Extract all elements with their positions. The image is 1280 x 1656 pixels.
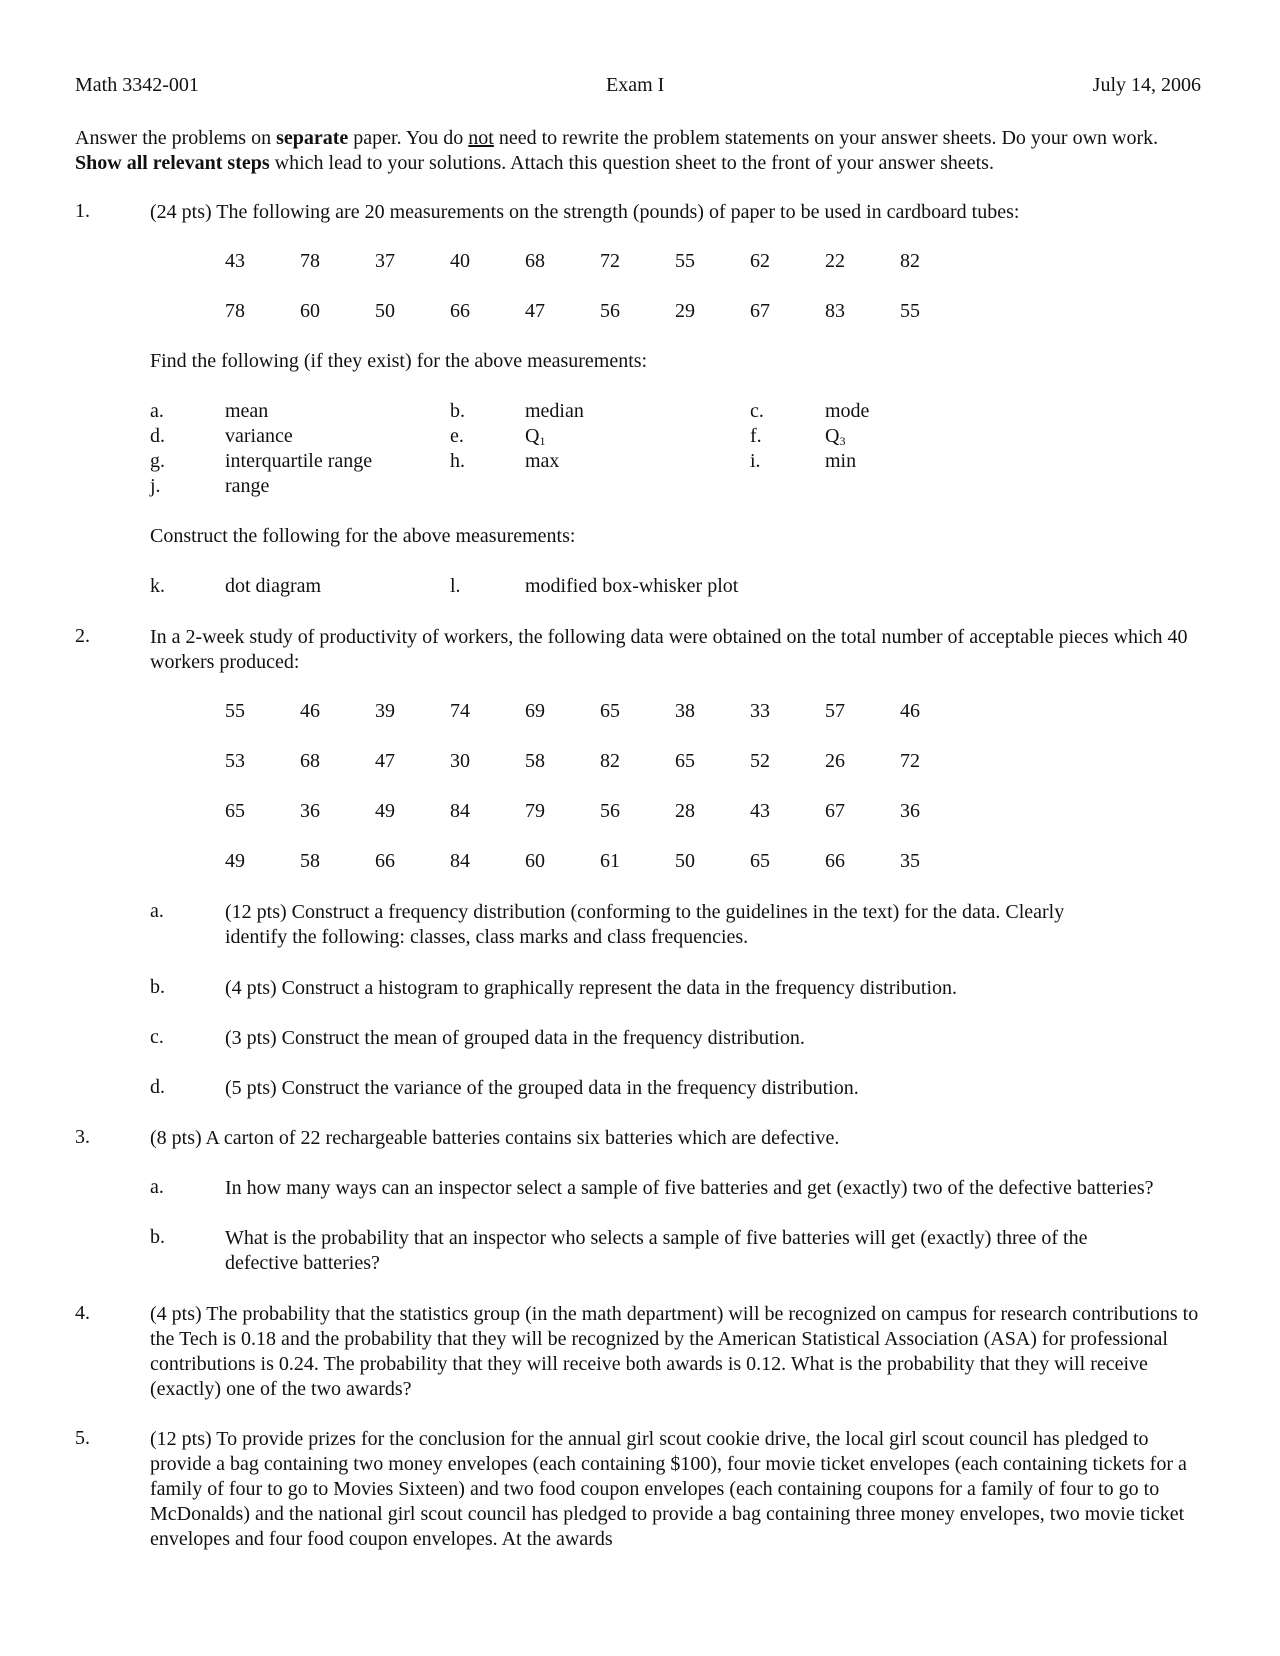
- data-cell: 46: [300, 700, 320, 722]
- exam-date: July 14, 2006: [1092, 74, 1201, 96]
- data-cell: 55: [675, 250, 695, 272]
- item-label: mean: [225, 400, 269, 422]
- course-number: Math 3342-001: [75, 74, 199, 96]
- item-label: $Q_1$: [525, 425, 546, 448]
- item-letter: j.: [150, 475, 161, 497]
- data-cell: 67: [825, 800, 845, 822]
- data-cell: 39: [375, 700, 395, 722]
- item-label: mode: [825, 400, 870, 422]
- data-cell: 49: [375, 800, 395, 822]
- q2-part-letter: c.: [150, 1026, 164, 1048]
- data-cell: 43: [750, 800, 770, 822]
- q2-part-text: (5 pts) Construct the variance of the grouped data in the frequency distribution.: [225, 1077, 859, 1099]
- q1-construct-text: Construct the following for the above measurements:: [150, 525, 576, 547]
- q2-part-letter: a.: [150, 900, 164, 922]
- data-cell: 78: [225, 300, 245, 322]
- data-cell: 46: [900, 700, 920, 722]
- data-cell: 43: [225, 250, 245, 272]
- data-cell: 67: [750, 300, 770, 322]
- q2-part-letter: b.: [150, 976, 165, 998]
- q2-part-letter: d.: [150, 1076, 165, 1098]
- q1-l-letter: l.: [450, 575, 461, 597]
- q3-part-b-letter: b.: [150, 1226, 165, 1248]
- item-letter: a.: [150, 400, 164, 422]
- data-cell: 47: [375, 750, 395, 772]
- q2-text: In a 2-week study of productivity of workers, the following data were obtained on the total number of acceptable pieces which 40 workers produced:: [150, 626, 1188, 673]
- item-letter: i.: [750, 450, 761, 472]
- instructions: Answer the problems on separate paper. You do not need to rewrite the problem statements on your answer sheets. Do your own work. Show all relevant steps which lead to your solutions. Attach this question sheet to the front of your answer sheets.: [75, 127, 1159, 174]
- exam-title: Exam I: [606, 74, 665, 96]
- data-cell: 26: [825, 750, 845, 772]
- data-cell: 79: [525, 800, 545, 822]
- data-cell: 38: [675, 700, 695, 722]
- item-label: min: [825, 450, 857, 472]
- data-cell: 82: [600, 750, 620, 772]
- q2-number: 2.: [75, 625, 90, 647]
- data-cell: 36: [900, 800, 920, 822]
- data-cell: 47: [525, 300, 545, 322]
- q2-part-text: (4 pts) Construct a histogram to graphically represent the data in the frequency distribution.: [225, 977, 958, 999]
- data-cell: 50: [375, 300, 395, 322]
- data-cell: 58: [525, 750, 545, 772]
- data-cell: 49: [225, 850, 245, 872]
- data-cell: 62: [750, 250, 770, 272]
- q4-text: (4 pts) The probability that the statistics group (in the math department) will be recognized on campus for research contributions to the Tech is 0.18 and the probability that they will be recognized by the American Statistical Association (ASA) for professional contributions is 0.24. The probability that they will receive both awards is 0.12. What is the probability that they will receive (exactly) one of the two awards?: [150, 1303, 1199, 1400]
- data-cell: 72: [900, 750, 920, 772]
- q1-k-letter: k.: [150, 575, 165, 597]
- data-cell: 68: [525, 250, 545, 272]
- q3-part-a-text: In how many ways can an inspector select a sample of five batteries and get (exactly) two of the defective batteries?: [225, 1177, 1154, 1199]
- item-letter: h.: [450, 450, 465, 472]
- data-cell: 56: [600, 800, 620, 822]
- data-cell: 37: [375, 250, 395, 272]
- data-cell: 35: [900, 850, 920, 872]
- data-cell: 60: [525, 850, 545, 872]
- data-cell: 56: [600, 300, 620, 322]
- data-cell: 55: [225, 700, 245, 722]
- data-cell: 84: [450, 850, 470, 872]
- data-cell: 69: [525, 700, 545, 722]
- data-cell: 82: [900, 250, 920, 272]
- q1-number: 1.: [75, 200, 90, 222]
- item-label: interquartile range: [225, 450, 373, 472]
- q3-part-a-letter: a.: [150, 1176, 164, 1198]
- data-cell: 66: [375, 850, 395, 872]
- data-cell: 65: [225, 800, 245, 822]
- q2-part-text: (3 pts) Construct the mean of grouped data in the frequency distribution.: [225, 1027, 805, 1049]
- data-cell: 83: [825, 300, 845, 322]
- q5-number: 5.: [75, 1427, 90, 1449]
- data-cell: 72: [600, 250, 620, 272]
- data-cell: 84: [450, 800, 470, 822]
- item-letter: c.: [750, 400, 764, 422]
- item-letter: f.: [750, 425, 762, 447]
- data-cell: 68: [300, 750, 320, 772]
- item-letter: g.: [150, 450, 165, 472]
- data-cell: 74: [450, 700, 470, 722]
- quartile-subscript: 1: [539, 434, 546, 448]
- item-label: range: [225, 475, 270, 497]
- data-cell: 52: [750, 750, 770, 772]
- item-letter: d.: [150, 425, 165, 447]
- q1-text: (24 pts) The following are 20 measurements on the strength (pounds) of paper to be used in cardboard tubes:: [150, 201, 1020, 223]
- data-cell: 58: [300, 850, 320, 872]
- show-steps-emphasis: Show all relevant steps: [75, 152, 270, 174]
- data-cell: 29: [675, 300, 695, 322]
- q3-part-b-text: What is the probability that an inspector who selects a sample of five batteries will get (exactly) three of the defective batteries?: [225, 1227, 1088, 1274]
- q4-number: 4.: [75, 1302, 90, 1324]
- not-emphasis: not: [468, 127, 494, 149]
- separate-emphasis: separate: [276, 127, 349, 149]
- q3-number: 3.: [75, 1126, 90, 1148]
- item-letter: b.: [450, 400, 465, 422]
- data-cell: 65: [750, 850, 770, 872]
- data-cell: 66: [825, 850, 845, 872]
- data-cell: 36: [300, 800, 320, 822]
- item-label: $Q_3$: [825, 425, 846, 448]
- data-cell: 28: [675, 800, 695, 822]
- data-cell: 61: [600, 850, 620, 872]
- data-cell: 53: [225, 750, 245, 772]
- q1-l-label: modified box-whisker plot: [525, 575, 739, 597]
- data-cell: 33: [750, 700, 770, 722]
- data-cell: 30: [450, 750, 470, 772]
- data-cell: 22: [825, 250, 845, 272]
- data-cell: 65: [600, 700, 620, 722]
- data-cell: 55: [900, 300, 920, 322]
- q1-find-text: Find the following (if they exist) for the above measurements:: [150, 350, 648, 372]
- data-cell: 66: [450, 300, 470, 322]
- data-cell: 60: [300, 300, 320, 322]
- q1-k-label: dot diagram: [225, 575, 322, 597]
- item-label: median: [525, 400, 584, 422]
- quartile-subscript: 3: [839, 434, 846, 448]
- item-label: variance: [225, 425, 293, 447]
- data-cell: 40: [450, 250, 470, 272]
- q2-part-text: (12 pts) Construct a frequency distribution (conforming to the guidelines in the text) for the data. Clearly identify the following: classes, class marks and class frequencies.: [225, 901, 1065, 948]
- q5-text: (12 pts) To provide prizes for the conclusion for the annual girl scout cookie drive, the local girl scout council has pledged to provide a bag containing two money envelopes (each containing $100), four movie ticket envelopes (each containing tickets for a family of four to go to Movies Sixteen) and two food coupon envelopes (each containing coupons for a family of four to go to McDonalds) and the national girl scout council has pledged to provide a bag containing three money envelopes, two movie ticket envelopes and four food coupon envelopes. At the awards: [150, 1428, 1187, 1550]
- item-letter: e.: [450, 425, 464, 447]
- data-cell: 57: [825, 700, 845, 722]
- data-cell: 50: [675, 850, 695, 872]
- data-cell: 65: [675, 750, 695, 772]
- q3-text: (8 pts) A carton of 22 rechargeable batteries contains six batteries which are defective.: [150, 1127, 840, 1149]
- item-label: max: [525, 450, 560, 472]
- data-cell: 78: [300, 250, 320, 272]
